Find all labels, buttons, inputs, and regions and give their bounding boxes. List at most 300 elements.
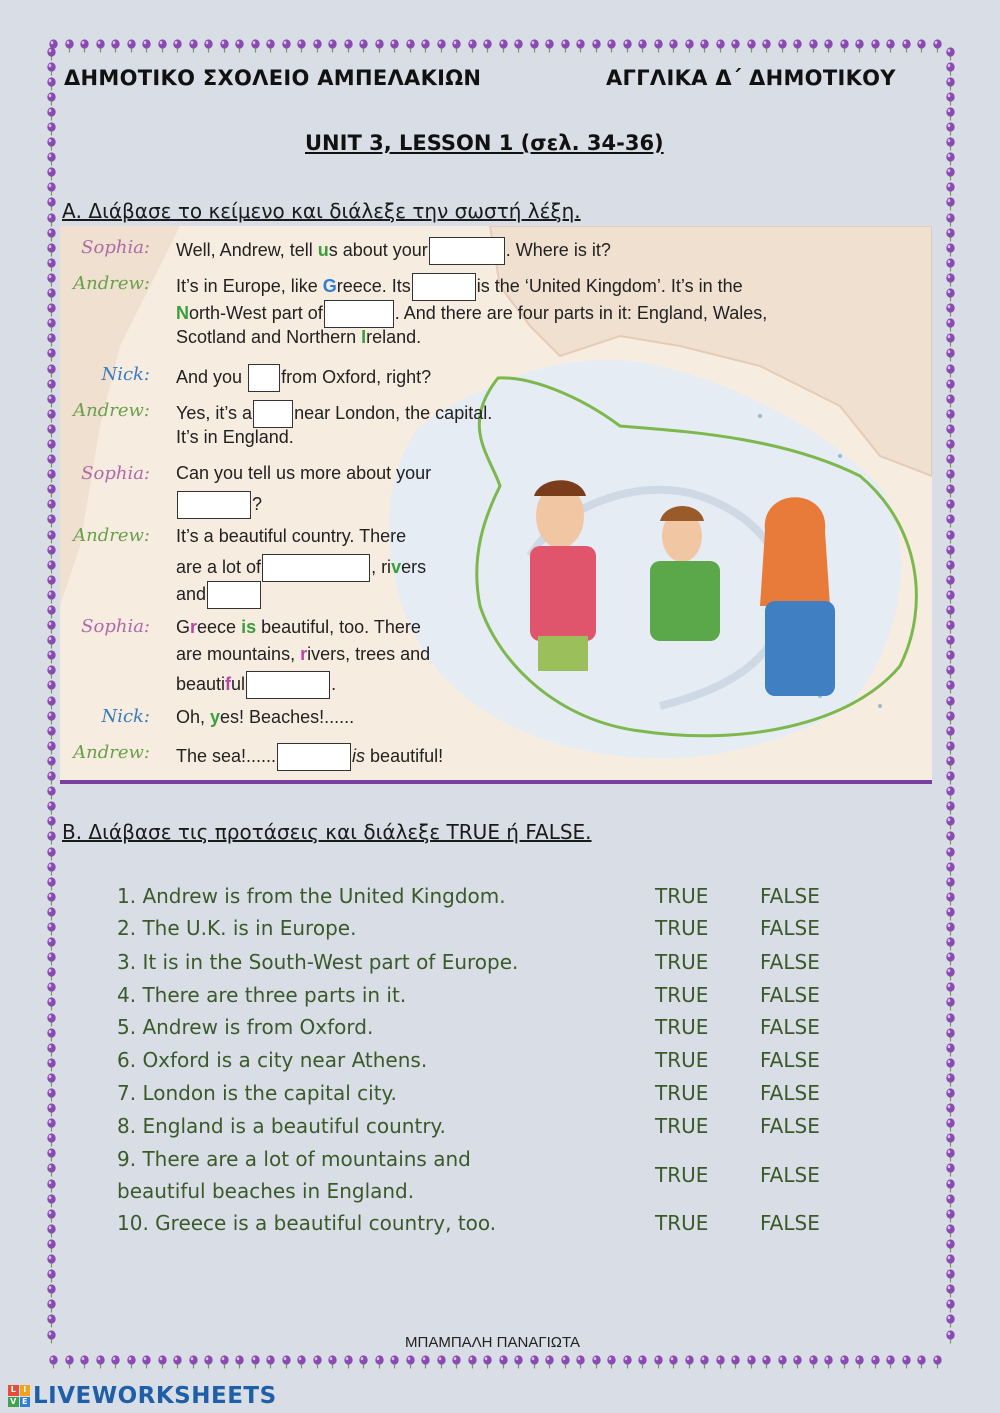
balloon-icon <box>930 1354 946 1370</box>
balloon-icon <box>356 1354 372 1370</box>
balloon-icon <box>806 38 822 54</box>
balloon-icon <box>44 967 58 982</box>
balloon-icon <box>943 831 957 846</box>
balloon-icon <box>201 38 217 54</box>
speaker-andrew: Andrew: <box>73 525 150 546</box>
balloon-icon <box>837 38 853 54</box>
balloon-icon <box>77 38 93 54</box>
balloon-icon <box>943 484 957 499</box>
balloon-icon <box>943 76 957 91</box>
balloon-icon <box>943 1284 957 1299</box>
balloon-icon <box>943 348 957 363</box>
balloon-icon <box>943 952 957 967</box>
balloon-icon <box>943 982 957 997</box>
answer-blank-4[interactable] <box>248 364 280 392</box>
balloon-icon <box>496 1354 512 1370</box>
balloon-icon <box>170 38 186 54</box>
balloon-icon <box>943 1103 957 1118</box>
balloon-icon <box>44 61 58 76</box>
balloon-icon <box>821 1354 837 1370</box>
balloon-icon <box>310 38 326 54</box>
balloon-icon <box>44 801 58 816</box>
balloon-icon <box>44 408 58 423</box>
balloon-icon <box>943 227 957 242</box>
balloon-icon <box>943 197 957 212</box>
balloon-icon <box>44 1042 58 1057</box>
balloon-icon <box>44 771 58 786</box>
balloon-icon <box>44 484 58 499</box>
false-option-10[interactable]: FALSE <box>760 1211 820 1235</box>
balloon-icon <box>44 740 58 755</box>
balloon-icon <box>899 38 915 54</box>
balloon-icon <box>943 1193 957 1208</box>
school-name: ΔΗΜΟΤΙΚΟ ΣΧΟΛΕΙΟ ΑΜΠΕΛΑΚΙΩΝ <box>64 66 482 90</box>
balloon-icon <box>44 137 58 152</box>
balloon-icon <box>62 38 78 54</box>
answer-blank-1[interactable] <box>429 237 505 265</box>
false-option-5[interactable]: FALSE <box>760 1015 820 1039</box>
balloon-icon <box>44 1072 58 1087</box>
balloon-icon <box>418 38 434 54</box>
balloon-icon <box>728 38 744 54</box>
dialogue-line: It’s in England. <box>176 427 294 447</box>
balloon-icon <box>589 1354 605 1370</box>
balloon-icon <box>899 1354 915 1370</box>
section-a-instruction: Α. Διάβασε το κείμενο και διάλεξε την σωστή λέξη. <box>62 199 581 223</box>
balloon-icon <box>943 333 957 348</box>
balloon-icon <box>943 1057 957 1072</box>
dialogue-line: ? <box>176 491 262 519</box>
dialogue-line: It’s a beautiful country. There <box>176 526 407 546</box>
balloon-icon <box>155 1354 171 1370</box>
balloon-icon <box>651 1354 667 1370</box>
balloon-icon <box>44 861 58 876</box>
balloon-icon <box>943 46 957 61</box>
dialogue-line: are mountains, rivers, trees and <box>176 644 431 664</box>
speaker-sophia: Sophia: <box>81 463 150 484</box>
balloon-icon <box>44 272 58 287</box>
balloon-icon <box>573 38 589 54</box>
balloon-icon <box>943 1163 957 1178</box>
statement-8: 8. England is a beautiful country. <box>117 1114 446 1138</box>
balloon-icon <box>465 38 481 54</box>
balloon-icon <box>480 1354 496 1370</box>
balloon-icon <box>943 680 957 695</box>
balloon-icon <box>44 725 58 740</box>
balloon-icon <box>44 846 58 861</box>
true-option-3[interactable]: TRUE <box>655 950 709 974</box>
balloon-icon <box>943 906 957 921</box>
balloon-icon <box>44 1269 58 1284</box>
false-option-1[interactable]: FALSE <box>760 884 820 908</box>
answer-blank-8[interactable] <box>207 581 261 609</box>
statement-9-line-1: 9. There are a lot of mountains and <box>117 1147 471 1171</box>
balloon-icon <box>44 786 58 801</box>
balloon-icon <box>44 710 58 725</box>
balloon-icon <box>44 1057 58 1072</box>
balloon-icon <box>635 1354 651 1370</box>
balloon-icon <box>759 38 775 54</box>
balloon-icon <box>943 499 957 514</box>
balloon-icon <box>943 1148 957 1163</box>
balloon-icon <box>542 1354 558 1370</box>
balloon-icon <box>186 1354 202 1370</box>
decorative-border-top <box>46 38 945 54</box>
balloon-icon <box>806 1354 822 1370</box>
balloon-icon <box>914 1354 930 1370</box>
balloon-icon <box>44 182 58 197</box>
balloon-icon <box>943 861 957 876</box>
true-option-10[interactable]: TRUE <box>655 1211 709 1235</box>
balloon-icon <box>44 1208 58 1223</box>
divider <box>60 780 932 784</box>
dialogue-line: Yes, it’s a near London, the capital. <box>176 400 492 428</box>
balloon-icon <box>387 38 403 54</box>
balloon-icon <box>44 1118 58 1133</box>
balloon-icon <box>44 106 58 121</box>
balloon-icon <box>852 1354 868 1370</box>
balloon-icon <box>943 574 957 589</box>
statement-10: 10. Greece is a beautiful country, too. <box>117 1211 497 1235</box>
balloon-icon <box>943 1299 957 1314</box>
balloon-icon <box>604 1354 620 1370</box>
balloon-icon <box>418 1354 434 1370</box>
balloon-icon <box>93 1354 109 1370</box>
dialogue-line: beautiful . <box>176 671 336 699</box>
balloon-icon <box>943 61 957 76</box>
balloon-icon <box>403 38 419 54</box>
balloon-icon <box>108 1354 124 1370</box>
answer-blank-3[interactable] <box>324 300 394 328</box>
balloon-icon <box>44 454 58 469</box>
balloon-icon <box>480 38 496 54</box>
balloon-icon <box>387 1354 403 1370</box>
balloon-icon <box>44 695 58 710</box>
balloon-icon <box>943 137 957 152</box>
balloon-icon <box>232 1354 248 1370</box>
balloon-icon <box>943 378 957 393</box>
false-option-6[interactable]: FALSE <box>760 1048 820 1072</box>
dialogue-line: It’s in Europe, like Greece. Its is the ‘United Kingdom’. It’s in the <box>176 273 743 301</box>
balloon-icon <box>325 38 341 54</box>
balloon-icon <box>44 288 58 303</box>
balloon-icon <box>943 363 957 378</box>
balloon-icon <box>527 1354 543 1370</box>
statement-4: 4. There are three parts in it. <box>117 983 407 1007</box>
balloon-icon <box>744 38 760 54</box>
dialogue-line: and <box>176 581 262 609</box>
balloon-icon <box>573 1354 589 1370</box>
true-option-4[interactable]: TRUE <box>655 983 709 1007</box>
balloon-icon <box>943 152 957 167</box>
false-option-2[interactable]: FALSE <box>760 916 820 940</box>
decorative-border-right <box>943 46 957 1354</box>
balloon-icon <box>44 891 58 906</box>
balloon-icon <box>883 1354 899 1370</box>
answer-blank-10[interactable] <box>277 743 351 771</box>
balloon-icon <box>217 38 233 54</box>
balloon-icon <box>943 288 957 303</box>
balloon-icon <box>44 1087 58 1102</box>
balloon-icon <box>728 1354 744 1370</box>
balloon-icon <box>943 1223 957 1238</box>
balloon-icon <box>713 1354 729 1370</box>
balloon-icon <box>604 38 620 54</box>
unit-title: UNIT 3, LESSON 1 (σελ. 34-36) <box>305 131 664 155</box>
balloon-icon <box>77 1354 93 1370</box>
balloon-icon <box>372 1354 388 1370</box>
balloon-icon <box>943 393 957 408</box>
balloon-icon <box>44 937 58 952</box>
answer-blank-9[interactable] <box>246 671 330 699</box>
balloon-icon <box>44 393 58 408</box>
balloon-icon <box>868 1354 884 1370</box>
statement-3: 3. It is in the South-West part of Europe. <box>117 950 519 974</box>
true-option-9[interactable]: TRUE <box>655 1163 709 1187</box>
balloon-icon <box>44 212 58 227</box>
balloon-icon <box>527 38 543 54</box>
subject-title: ΑΓΓΛΙΚΑ Δ΄ ΔΗΜΟΤΙΚΟΥ <box>606 66 896 90</box>
balloon-icon <box>44 348 58 363</box>
balloon-icon <box>44 76 58 91</box>
balloon-icon <box>943 695 957 710</box>
true-option-1[interactable]: TRUE <box>655 884 709 908</box>
statement-2: 2. The U.K. is in Europe. <box>117 916 357 940</box>
balloon-icon <box>943 469 957 484</box>
balloon-icon <box>44 91 58 106</box>
balloon-icon <box>943 544 957 559</box>
balloon-icon <box>310 1354 326 1370</box>
dialogue-line: And you from Oxford, right? <box>176 364 431 392</box>
balloon-icon <box>943 106 957 121</box>
balloon-icon <box>943 167 957 182</box>
balloon-icon <box>511 1354 527 1370</box>
answer-blank-5[interactable] <box>253 400 293 428</box>
balloon-icon <box>434 1354 450 1370</box>
balloon-icon <box>44 559 58 574</box>
balloon-icon <box>44 1027 58 1042</box>
balloon-icon <box>44 1193 58 1208</box>
statement-5: 5. Andrew is from Oxford. <box>117 1015 374 1039</box>
balloon-icon <box>170 1354 186 1370</box>
balloon-icon <box>465 1354 481 1370</box>
balloon-icon <box>434 38 450 54</box>
balloon-icon <box>943 182 957 197</box>
balloon-icon <box>44 876 58 891</box>
balloon-icon <box>775 38 791 54</box>
balloon-icon <box>511 38 527 54</box>
balloon-icon <box>44 46 58 61</box>
balloon-icon <box>620 38 636 54</box>
balloon-icon <box>44 665 58 680</box>
false-option-3[interactable]: FALSE <box>760 950 820 974</box>
balloon-icon <box>943 1178 957 1193</box>
true-option-7[interactable]: TRUE <box>655 1081 709 1105</box>
balloon-icon <box>403 1354 419 1370</box>
balloon-icon <box>44 1163 58 1178</box>
balloon-icon <box>44 529 58 544</box>
speaker-andrew: Andrew: <box>73 400 150 421</box>
balloon-icon <box>44 680 58 695</box>
balloon-icon <box>943 846 957 861</box>
balloon-icon <box>449 38 465 54</box>
author-name: ΜΠΑΜΠΑΛΗ ΠΑΝΑΓΙΩΤΑ <box>405 1334 581 1351</box>
dialogue-line: The sea!...... is beautiful! <box>176 743 443 771</box>
dialogue-line: Can you tell us more about your <box>176 463 432 483</box>
answer-blank-7[interactable] <box>262 554 370 582</box>
true-option-6[interactable]: TRUE <box>655 1048 709 1072</box>
balloon-icon <box>943 529 957 544</box>
dialogue-line: North-West part of . And there are four parts in it: England, Wales, <box>176 300 767 328</box>
balloon-icon <box>943 801 957 816</box>
balloon-icon <box>943 665 957 680</box>
balloon-icon <box>697 38 713 54</box>
balloon-icon <box>46 1354 62 1370</box>
liveworksheets-icon: L I V E <box>8 1385 30 1407</box>
balloon-icon <box>943 1314 957 1329</box>
balloon-icon <box>356 38 372 54</box>
balloon-icon <box>790 38 806 54</box>
false-option-9[interactable]: FALSE <box>760 1163 820 1187</box>
balloon-icon <box>108 38 124 54</box>
balloon-icon <box>341 38 357 54</box>
balloon-icon <box>263 38 279 54</box>
balloon-icon <box>943 1329 957 1344</box>
balloon-icon <box>217 1354 233 1370</box>
balloon-icon <box>943 1208 957 1223</box>
balloon-icon <box>325 1354 341 1370</box>
balloon-icon <box>248 1354 264 1370</box>
decorative-border-bottom <box>46 1354 945 1370</box>
liveworksheets-brand: LIVEWORKSHEETS <box>33 1383 277 1409</box>
balloon-icon <box>201 1354 217 1370</box>
liveworksheets-logo[interactable] <box>8 1383 277 1409</box>
balloon-icon <box>943 1269 957 1284</box>
balloon-icon <box>697 1354 713 1370</box>
balloon-icon <box>744 1354 760 1370</box>
balloon-icon <box>837 1354 853 1370</box>
balloon-icon <box>496 38 512 54</box>
balloon-icon <box>44 303 58 318</box>
balloon-icon <box>124 38 140 54</box>
balloon-icon <box>44 227 58 242</box>
balloon-icon <box>44 650 58 665</box>
balloon-icon <box>44 257 58 272</box>
false-option-8[interactable]: FALSE <box>760 1114 820 1138</box>
answer-blank-2[interactable] <box>412 273 476 301</box>
balloon-icon <box>62 1354 78 1370</box>
balloon-icon <box>44 1148 58 1163</box>
balloon-icon <box>44 1254 58 1269</box>
true-option-2[interactable]: TRUE <box>655 916 709 940</box>
balloon-icon <box>943 1133 957 1148</box>
balloon-icon <box>44 1178 58 1193</box>
balloon-icon <box>651 38 667 54</box>
balloon-icon <box>44 152 58 167</box>
balloon-icon <box>248 38 264 54</box>
balloon-icon <box>666 1354 682 1370</box>
balloon-icon <box>943 710 957 725</box>
balloon-icon <box>943 408 957 423</box>
balloon-icon <box>558 1354 574 1370</box>
speaker-andrew: Andrew: <box>73 273 150 294</box>
balloon-icon <box>635 38 651 54</box>
balloon-icon <box>943 921 957 936</box>
balloon-icon <box>93 38 109 54</box>
balloon-icon <box>943 1238 957 1253</box>
balloon-icon <box>294 38 310 54</box>
true-option-5[interactable]: TRUE <box>655 1015 709 1039</box>
speaker-nick: Nick: <box>101 706 150 727</box>
balloon-icon <box>682 38 698 54</box>
balloon-icon <box>943 997 957 1012</box>
balloon-icon <box>943 318 957 333</box>
balloon-icon <box>449 1354 465 1370</box>
balloon-icon <box>943 967 957 982</box>
balloon-icon <box>943 454 957 469</box>
balloon-icon <box>44 514 58 529</box>
speaker-sophia: Sophia: <box>81 616 150 637</box>
balloon-icon <box>44 121 58 136</box>
balloon-icon <box>943 816 957 831</box>
balloon-icon <box>682 1354 698 1370</box>
balloon-icon <box>44 544 58 559</box>
balloon-icon <box>943 559 957 574</box>
balloon-icon <box>263 1354 279 1370</box>
speaker-sophia: Sophia: <box>81 237 150 258</box>
balloon-icon <box>44 574 58 589</box>
balloon-icon <box>943 620 957 635</box>
balloon-icon <box>943 272 957 287</box>
balloon-icon <box>44 816 58 831</box>
balloon-icon <box>943 650 957 665</box>
balloon-icon <box>943 786 957 801</box>
false-option-4[interactable]: FALSE <box>760 983 820 1007</box>
balloon-icon <box>44 1133 58 1148</box>
balloon-icon <box>44 952 58 967</box>
false-option-7[interactable]: FALSE <box>760 1081 820 1105</box>
balloon-icon <box>44 1238 58 1253</box>
balloon-icon <box>44 921 58 936</box>
balloon-icon <box>44 589 58 604</box>
balloon-icon <box>943 212 957 227</box>
balloon-icon <box>294 1354 310 1370</box>
true-option-8[interactable]: TRUE <box>655 1114 709 1138</box>
balloon-icon <box>883 38 899 54</box>
balloon-icon <box>44 1284 58 1299</box>
balloon-icon <box>44 906 58 921</box>
balloon-icon <box>943 771 957 786</box>
balloon-icon <box>943 635 957 650</box>
balloon-icon <box>943 604 957 619</box>
balloon-icon <box>139 38 155 54</box>
statement-7: 7. London is the capital city. <box>117 1081 397 1105</box>
balloon-icon <box>341 1354 357 1370</box>
section-b-instruction: Β. Διάβασε τις προτάσεις και διάλεξε TRUE ή FALSE. <box>62 820 592 844</box>
balloon-icon <box>943 1072 957 1087</box>
answer-blank-6[interactable] <box>177 491 251 519</box>
balloon-icon <box>943 876 957 891</box>
balloon-icon <box>44 333 58 348</box>
speaker-nick: Nick: <box>101 364 150 385</box>
balloon-icon <box>943 891 957 906</box>
balloon-icon <box>943 1118 957 1133</box>
balloon-icon <box>372 38 388 54</box>
balloon-icon <box>44 423 58 438</box>
balloon-icon <box>558 38 574 54</box>
balloon-icon <box>943 438 957 453</box>
balloon-icon <box>943 423 957 438</box>
